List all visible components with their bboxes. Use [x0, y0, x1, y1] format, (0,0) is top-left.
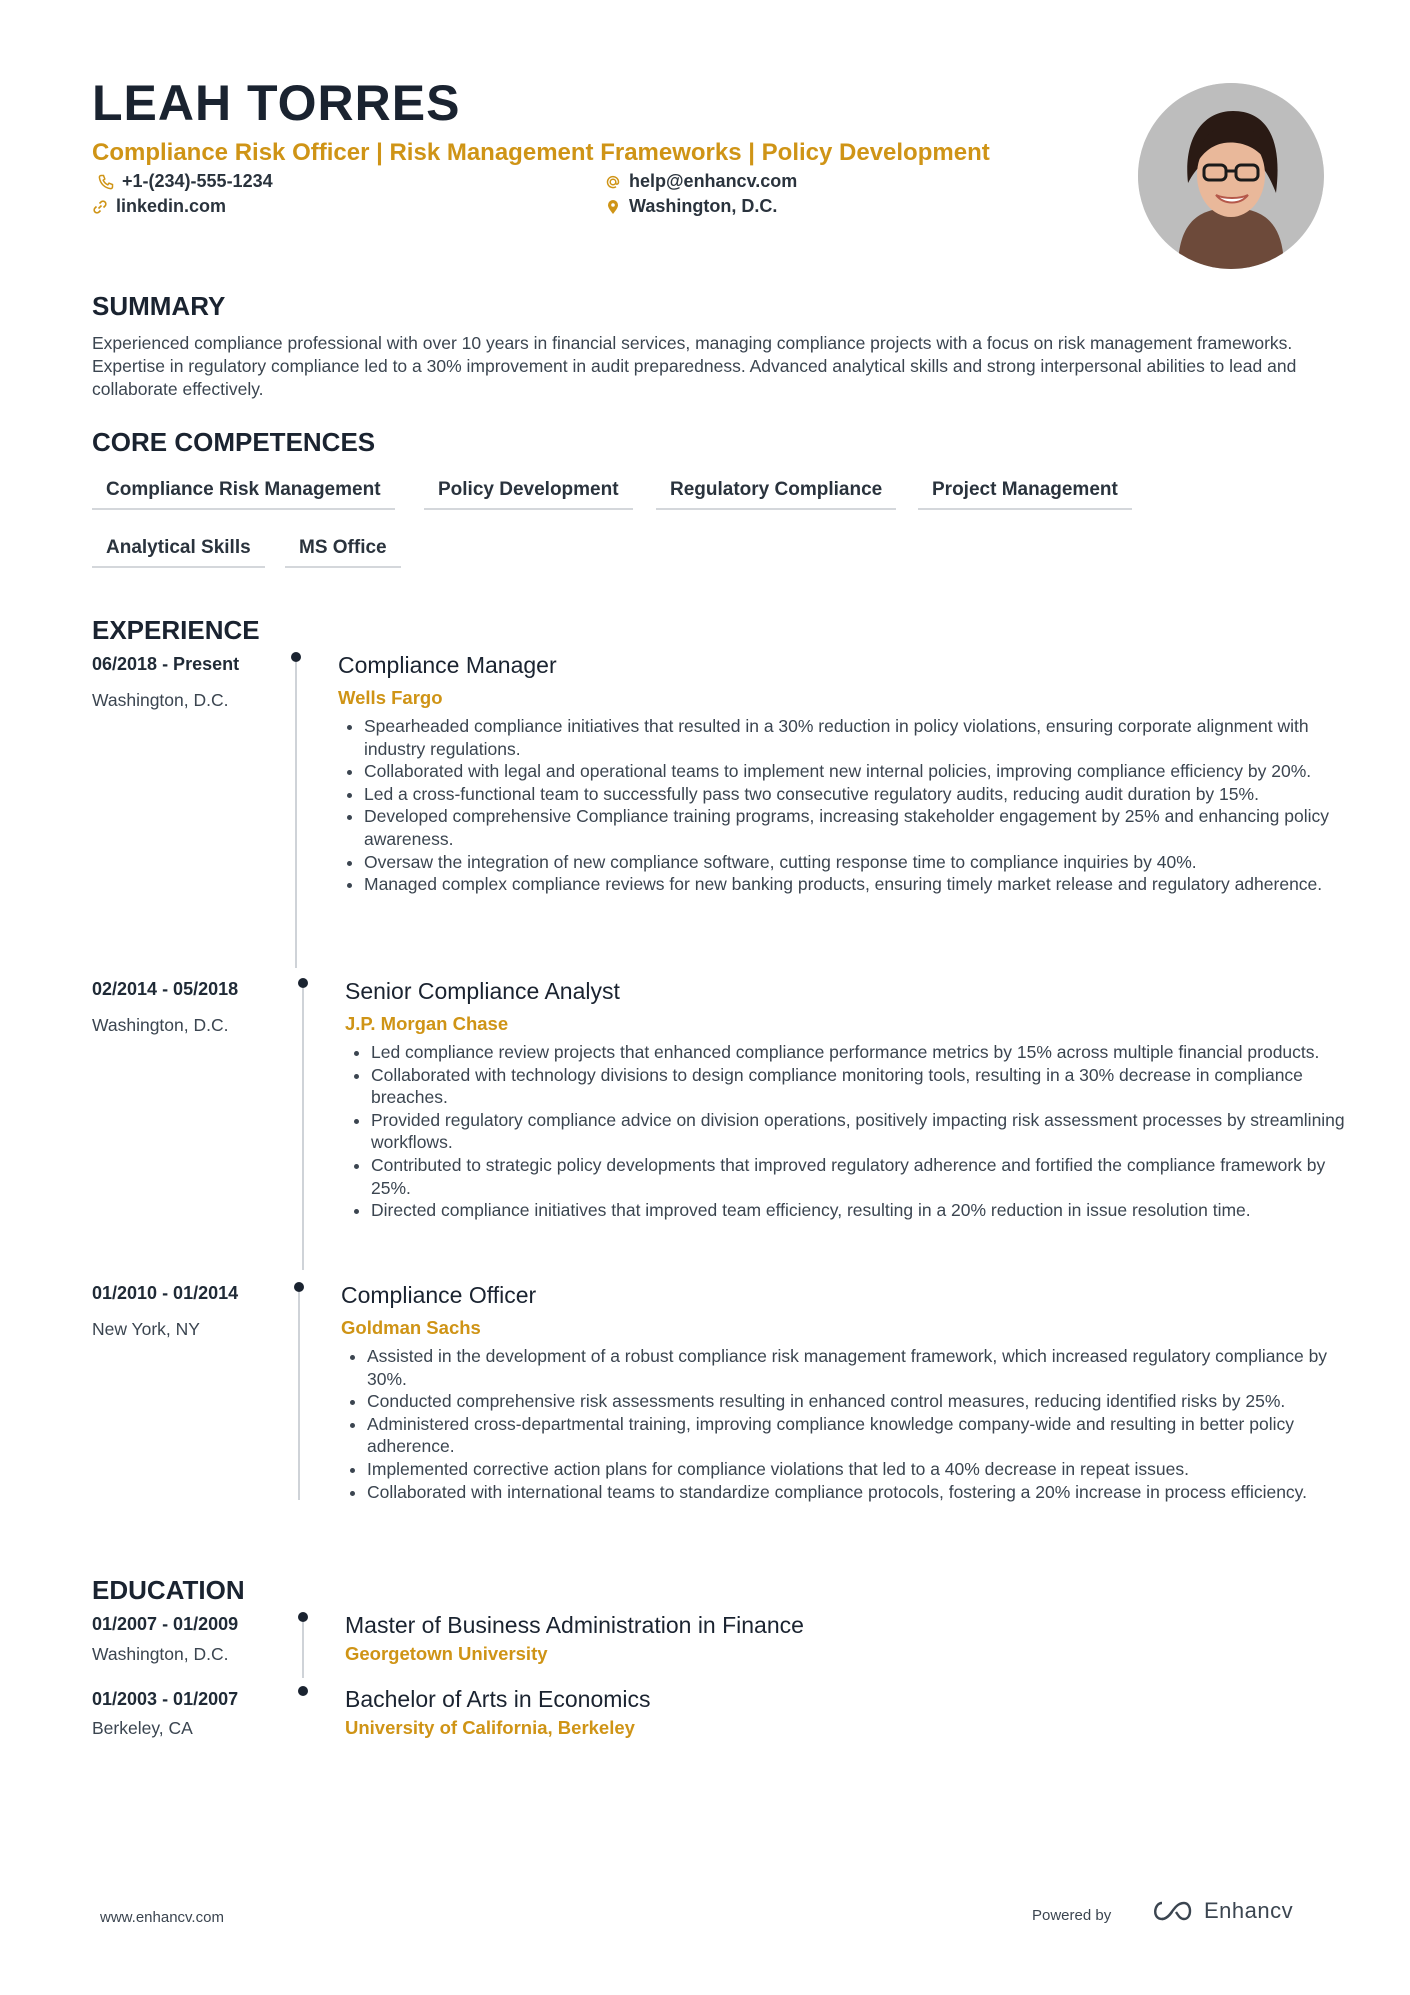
timeline-line — [298, 1292, 300, 1500]
education-dates: 01/2003 - 01/2007 — [92, 1689, 239, 1709]
job-location: Washington, D.C. — [92, 1015, 229, 1035]
avatar — [1138, 83, 1324, 269]
list-item: • Oversaw the integration of new compliance software, cutting response time to compliance inquiries by 40%. — [364, 851, 1344, 874]
footer-powered-by: Powered by — [1032, 1907, 1112, 1924]
job-location: Washington, D.C. — [92, 690, 229, 710]
competence-chip: Regulatory Compliance — [656, 472, 896, 510]
profile-photo — [1138, 83, 1324, 269]
at-icon — [605, 174, 621, 190]
list-item: • Conducted comprehensive risk assessments resulting in enhanced control measures, reducing identified risks by 25%. — [367, 1390, 1352, 1413]
education-location: Washington, D.C. — [92, 1644, 229, 1664]
linkedin-text: linkedin.com — [116, 196, 227, 216]
timeline-dot — [291, 652, 301, 662]
timeline-line — [302, 1622, 304, 1678]
experience-heading: EXPERIENCE — [92, 615, 260, 645]
school-name: Georgetown University — [345, 1643, 548, 1664]
school-name: University of California, Berkeley — [345, 1717, 635, 1738]
summary-heading: SUMMARY — [92, 291, 226, 321]
job-company: Goldman Sachs — [341, 1317, 481, 1338]
job-company: Wells Fargo — [338, 687, 443, 708]
list-item: • Collaborated with legal and operational teams to implement new internal policies, improving compliance efficiency by 20%. — [364, 760, 1344, 783]
contact-email[interactable] — [605, 171, 797, 192]
competence-chip: Compliance Risk Management — [92, 472, 395, 510]
list-item: • Directed compliance initiatives that improved team efficiency, resulting in a 20% reduction in issue resolution time. — [371, 1199, 1346, 1222]
timeline-dot — [298, 978, 308, 988]
brand-name: Enhancv — [1204, 1898, 1294, 1923]
job-dates: 02/2014 - 05/2018 — [92, 979, 239, 999]
competence-chip: Policy Development — [424, 472, 633, 510]
list-item: • Implemented corrective action plans for compliance violations that led to a 40% decrease in repeat issues. — [367, 1458, 1352, 1481]
timeline-dot — [298, 1686, 308, 1696]
list-item: • Spearheaded compliance initiatives that resulted in a 30% reduction in policy violations, ensuring corporate alignment with industry regulations. — [364, 715, 1344, 760]
job-title: Senior Compliance Analyst — [345, 978, 620, 1004]
location-pin-icon — [605, 199, 621, 215]
job-bullets — [340, 715, 1344, 896]
education-heading: EDUCATION — [92, 1575, 245, 1605]
competence-chip: Project Management — [918, 472, 1132, 510]
competence-chip: MS Office — [285, 530, 401, 568]
degree-title: Master of Business Administration in Finance — [345, 1612, 804, 1638]
link-icon — [92, 199, 108, 215]
timeline-dot — [298, 1612, 308, 1622]
timeline-line — [302, 988, 304, 1270]
list-item: • Led compliance review projects that enhanced compliance performance metrics by 15% across multiple financial products. — [371, 1041, 1346, 1064]
contact-linkedin[interactable] — [92, 196, 226, 217]
candidate-name: LEAH TORRES — [92, 75, 461, 131]
competences-heading: CORE COMPETENCES — [92, 427, 376, 457]
education-location: Berkeley, CA — [92, 1718, 193, 1738]
contact-location — [605, 196, 777, 217]
location-text: Washington, D.C. — [629, 196, 778, 216]
footer-website[interactable]: www.enhancv.com — [100, 1909, 224, 1926]
education-dates: 01/2007 - 01/2009 — [92, 1614, 239, 1634]
list-item: • Provided regulatory compliance advice on division operations, positively impacting risk assessment processes by streamlining workflows. — [371, 1109, 1346, 1154]
job-bullets — [347, 1041, 1346, 1222]
email-text: help@enhancv.com — [629, 171, 798, 191]
job-title: Compliance Officer — [341, 1282, 537, 1308]
competence-chip: Analytical Skills — [92, 530, 265, 568]
job-location: New York, NY — [92, 1319, 200, 1339]
headline: Compliance Risk Officer | Risk Management Frameworks | Policy Development — [92, 139, 990, 166]
timeline-dot — [294, 1282, 304, 1292]
job-bullets — [343, 1345, 1352, 1503]
list-item: • Collaborated with international teams to standardize compliance protocols, fostering a 20% increase in process efficiency. — [367, 1481, 1352, 1504]
summary-text: Experienced compliance professional with over 10 years in financial services, managing compliance projects with a focus on risk management frameworks. Expertise in regulatory compliance led to a 30% improvement in audit preparedness. Advanced analytical skills and strong interpersonal abilities to lead and collaborate effectively. — [92, 333, 1297, 399]
list-item: • Managed complex compliance reviews for new banking products, ensuring timely market release and regulatory adherence. — [364, 873, 1344, 896]
phone-icon — [98, 174, 114, 190]
contact-phone — [98, 171, 273, 192]
list-item: • Collaborated with technology divisions to design compliance monitoring tools, resulting in a 30% decrease in compliance breaches. — [371, 1064, 1346, 1109]
job-title: Compliance Manager — [338, 652, 557, 678]
timeline-line — [295, 662, 297, 968]
list-item: • Developed comprehensive Compliance training programs, increasing stakeholder engagement by 25% and enhancing policy awareness. — [364, 805, 1344, 850]
list-item: • Led a cross-functional team to successfully pass two consecutive regulatory audits, reducing audit duration by 15%. — [364, 783, 1344, 806]
enhancv-logo-icon — [1150, 1899, 1196, 1923]
list-item: • Administered cross-departmental training, improving compliance knowledge company-wide and resulting in better policy adherence. — [367, 1413, 1352, 1458]
list-item: • Assisted in the development of a robust compliance risk management framework, which increased regulatory compliance by 30%. — [367, 1345, 1352, 1390]
phone-text: +1-(234)-555-1234 — [122, 171, 273, 191]
job-company: J.P. Morgan Chase — [345, 1013, 509, 1034]
job-dates: 06/2018 - Present — [92, 654, 240, 674]
degree-title: Bachelor of Arts in Economics — [345, 1686, 651, 1712]
list-item: • Contributed to strategic policy developments that improved regulatory adherence and fortified the compliance framework by 25%. — [371, 1154, 1346, 1199]
enhancv-logo[interactable] — [1150, 1898, 1293, 1924]
job-dates: 01/2010 - 01/2014 — [92, 1283, 239, 1303]
